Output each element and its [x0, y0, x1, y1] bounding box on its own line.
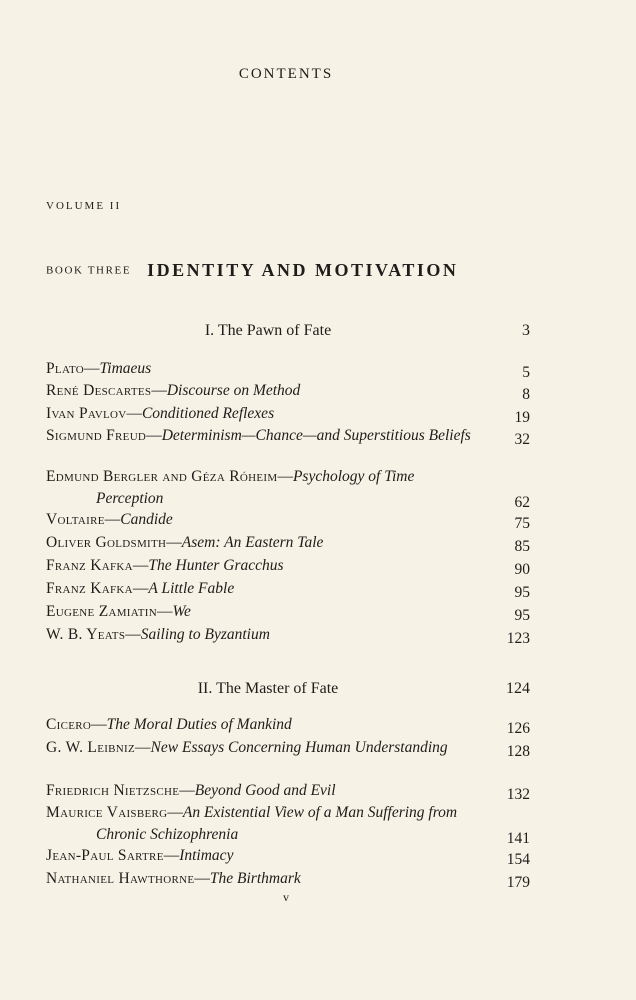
entry-page: 8 — [522, 386, 530, 403]
entry-page: 126 — [506, 720, 530, 737]
entry-work: The Birthmark — [209, 870, 301, 887]
toc-entry — [46, 845, 530, 867]
entry-separator: — — [135, 739, 151, 756]
entry-separator: — — [151, 382, 167, 399]
toc-entry — [46, 737, 530, 759]
entry-page: 5 — [522, 364, 530, 381]
toc-entry — [46, 466, 530, 510]
entry-page: 62 — [514, 494, 530, 511]
entry-separator: — — [277, 468, 293, 485]
entry-author: Voltaire — [46, 511, 105, 528]
entry-separator: — — [104, 511, 121, 528]
entry-page: 75 — [514, 515, 530, 532]
entry-author: Plato — [46, 360, 85, 377]
book-label: BOOK THREE — [46, 264, 132, 277]
entry-author: Friedrich Nietzsche — [46, 782, 180, 799]
entry-author: Oliver Goldsmith — [46, 534, 167, 551]
toc-entry — [46, 380, 530, 402]
entry-work: Beyond Good and Evil — [194, 782, 336, 799]
toc-entry — [46, 714, 530, 736]
toc-entry — [46, 578, 530, 600]
entry-work: Conditioned Reflexes — [141, 405, 275, 422]
entry-page: 123 — [506, 630, 530, 647]
entry-page: 90 — [514, 561, 530, 578]
entry-page: 85 — [514, 538, 530, 555]
entry-page: 95 — [514, 584, 530, 601]
book-title: IDENTITY AND MOTIVATION — [147, 260, 459, 280]
toc-entry — [46, 358, 530, 380]
entry-separator: — — [84, 360, 100, 377]
section-page: 3 — [522, 322, 530, 339]
entry-work: Sailing to Byzantium — [140, 626, 270, 643]
entry-work: Discourse on Method — [166, 382, 301, 399]
entry-author: René Descartes — [46, 382, 152, 399]
section-page: 124 — [506, 680, 530, 697]
entry-author: Nathaniel Hawthorne — [46, 870, 195, 887]
entry-separator: — — [125, 626, 141, 643]
entry-author: Maurice Vaisberg — [46, 804, 168, 821]
toc-entry — [46, 425, 530, 447]
toc-entry — [46, 403, 530, 425]
entry-page: 154 — [506, 851, 530, 868]
entry-author: W. B. Yeats — [46, 626, 126, 643]
entry-work: Timaeus — [99, 360, 152, 377]
entry-page: 19 — [514, 409, 530, 426]
entry-work: New Essays Concerning Human Understanding — [150, 739, 448, 756]
entry-author: Cicero — [46, 716, 92, 733]
entry-work: Determinism—Chance—and Superstitious Beliefs — [161, 427, 471, 444]
entry-work: A Little Fable — [148, 580, 235, 597]
entry-work: Candide — [120, 511, 173, 528]
section-title: II. The Master of Fate — [197, 680, 339, 697]
entry-page: 32 — [514, 431, 530, 448]
entry-work: The Hunter Gracchus — [148, 557, 284, 574]
entry-work: An Existential View of a Man Suffering from Chronic Schizophrenia — [96, 804, 458, 843]
entry-work: Intimacy — [179, 847, 234, 864]
toc-entry — [46, 802, 530, 846]
entry-separator: — — [132, 580, 149, 597]
entry-separator: — — [132, 557, 149, 574]
section-title: I. The Pawn of Fate — [204, 322, 332, 339]
toc-entry — [46, 509, 530, 531]
entry-work: We — [172, 603, 191, 620]
entry-author: Sigmund Freud — [46, 427, 147, 444]
book-heading — [46, 260, 458, 281]
entry-separator: — — [163, 847, 180, 864]
entry-work: Asem: An Eastern Tale — [181, 534, 324, 551]
entry-separator: — — [157, 603, 173, 620]
toc-entry — [46, 601, 530, 623]
section-heading — [46, 322, 530, 340]
entry-separator: — — [194, 870, 210, 887]
entry-separator: — — [167, 804, 183, 821]
entry-author: Eugene Zamiatin — [46, 603, 158, 620]
entry-page: 128 — [506, 743, 530, 760]
entry-page: 141 — [506, 830, 530, 847]
entry-author: G. W. Leibniz — [46, 739, 136, 756]
entry-author: Edmund Bergler and Géza Róheim — [46, 468, 278, 485]
entry-page: 132 — [506, 786, 530, 803]
section-heading — [46, 680, 530, 698]
entry-page: 179 — [506, 874, 530, 891]
volume-label: VOLUME II — [46, 200, 122, 212]
page-folio: v — [283, 890, 289, 904]
entry-page: 95 — [514, 607, 530, 624]
toc-entry — [46, 624, 530, 646]
entry-work: Psychology of Time Perception — [96, 468, 415, 507]
entry-separator: — — [146, 427, 162, 444]
page-title: CONTENTS — [238, 66, 334, 82]
entry-author: Jean-Paul Sartre — [46, 847, 164, 864]
entry-separator: — — [166, 534, 182, 551]
toc-entry — [46, 555, 530, 577]
entry-work: The Moral Duties of Mankind — [106, 716, 292, 733]
entry-author: Franz Kafka — [46, 580, 133, 597]
entry-separator: — — [179, 782, 195, 799]
toc-entry — [46, 532, 530, 554]
entry-separator: — — [91, 716, 107, 733]
toc-entry — [46, 780, 530, 802]
entry-separator: — — [126, 405, 142, 422]
entry-author: Franz Kafka — [46, 557, 133, 574]
toc-entry — [46, 868, 530, 890]
entry-author: Ivan Pavlov — [46, 405, 127, 422]
